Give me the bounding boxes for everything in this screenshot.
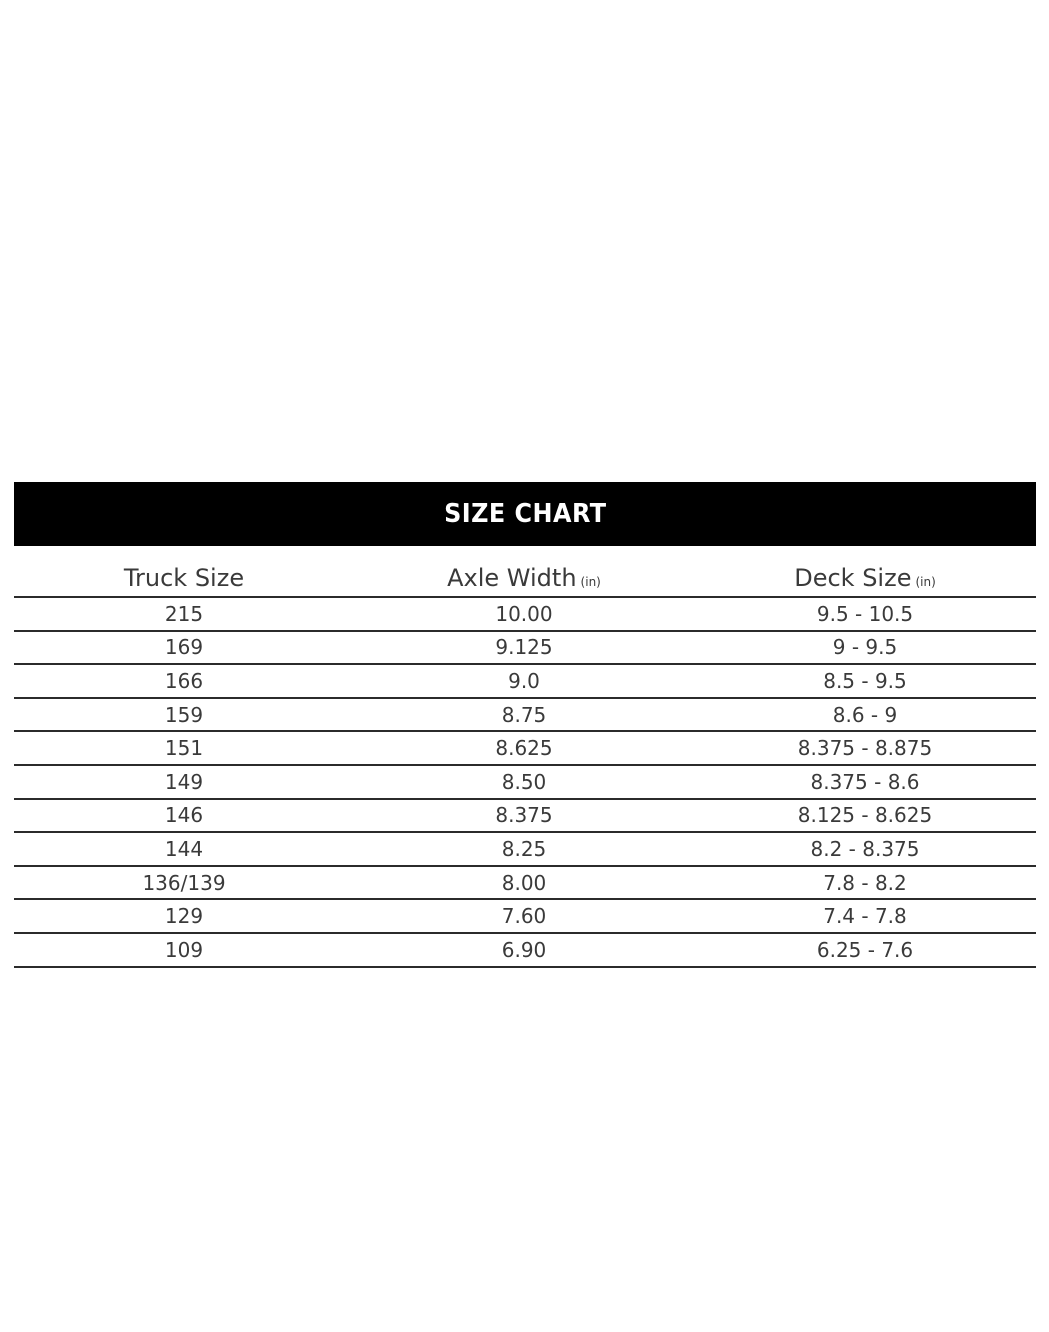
table-row (14, 934, 1036, 968)
table-row (14, 732, 1036, 766)
column-header-label: Axle Width (447, 564, 577, 592)
column-header-label: Deck Size (794, 564, 912, 592)
table-row (14, 867, 1036, 901)
axle-width-cell: 8.25 (501, 836, 547, 861)
axle-width-cell: 9.0 (508, 668, 540, 693)
column-header-deck-size (694, 564, 1036, 592)
size-chart-banner (14, 482, 1036, 546)
table-row (14, 833, 1036, 867)
truck-size-cell: 136/139 (142, 870, 226, 895)
table-body (14, 598, 1036, 968)
deck-size-cell: 8.375 - 8.875 (797, 736, 933, 761)
table-row (14, 699, 1036, 733)
table-row (14, 900, 1036, 934)
table-row (14, 766, 1036, 800)
deck-size-cell: 8.125 - 8.625 (797, 803, 933, 828)
axle-width-cell: 9.125 (495, 635, 553, 660)
column-header-axle-width (354, 564, 694, 592)
deck-size-cell: 6.25 - 7.6 (816, 937, 914, 962)
deck-size-cell: 8.5 - 9.5 (823, 668, 907, 693)
axle-width-cell: 8.75 (501, 702, 547, 727)
deck-size-cell: 7.4 - 7.8 (823, 904, 907, 929)
column-unit: (in) (915, 575, 936, 589)
axle-width-cell: 8.375 (495, 803, 553, 828)
axle-width-cell: 10.00 (495, 601, 553, 626)
axle-width-cell: 8.50 (501, 769, 547, 794)
truck-size-cell: 166 (164, 668, 204, 693)
axle-width-cell: 7.60 (501, 904, 547, 929)
axle-width-cell: 8.625 (495, 736, 553, 761)
truck-size-cell: 215 (164, 601, 204, 626)
truck-size-cell: 129 (164, 904, 204, 929)
axle-width-cell: 8.00 (501, 870, 547, 895)
deck-size-cell: 7.8 - 8.2 (823, 870, 907, 895)
truck-size-cell: 149 (164, 769, 204, 794)
deck-size-cell: 8.6 - 9 (832, 702, 898, 727)
truck-size-cell: 146 (164, 803, 204, 828)
table-row (14, 665, 1036, 699)
table-row (14, 800, 1036, 834)
truck-size-cell: 169 (164, 635, 204, 660)
table-row (14, 632, 1036, 666)
truck-size-cell: 109 (164, 937, 204, 962)
deck-size-cell: 8.375 - 8.6 (810, 769, 920, 794)
column-unit: (in) (580, 575, 601, 589)
axle-width-cell: 6.90 (501, 937, 547, 962)
truck-size-cell: 151 (164, 736, 204, 761)
table-header (14, 546, 1036, 598)
truck-size-cell: 144 (164, 836, 204, 861)
column-header-truck-size (14, 564, 354, 592)
size-chart (14, 482, 1036, 968)
deck-size-cell: 9 - 9.5 (832, 635, 898, 660)
size-chart-title: SIZE CHART (443, 499, 607, 529)
table-row (14, 598, 1036, 632)
truck-size-cell: 159 (164, 702, 204, 727)
deck-size-cell: 8.2 - 8.375 (810, 836, 920, 861)
column-header-label: Truck Size (123, 564, 245, 592)
deck-size-cell: 9.5 - 10.5 (816, 601, 914, 626)
